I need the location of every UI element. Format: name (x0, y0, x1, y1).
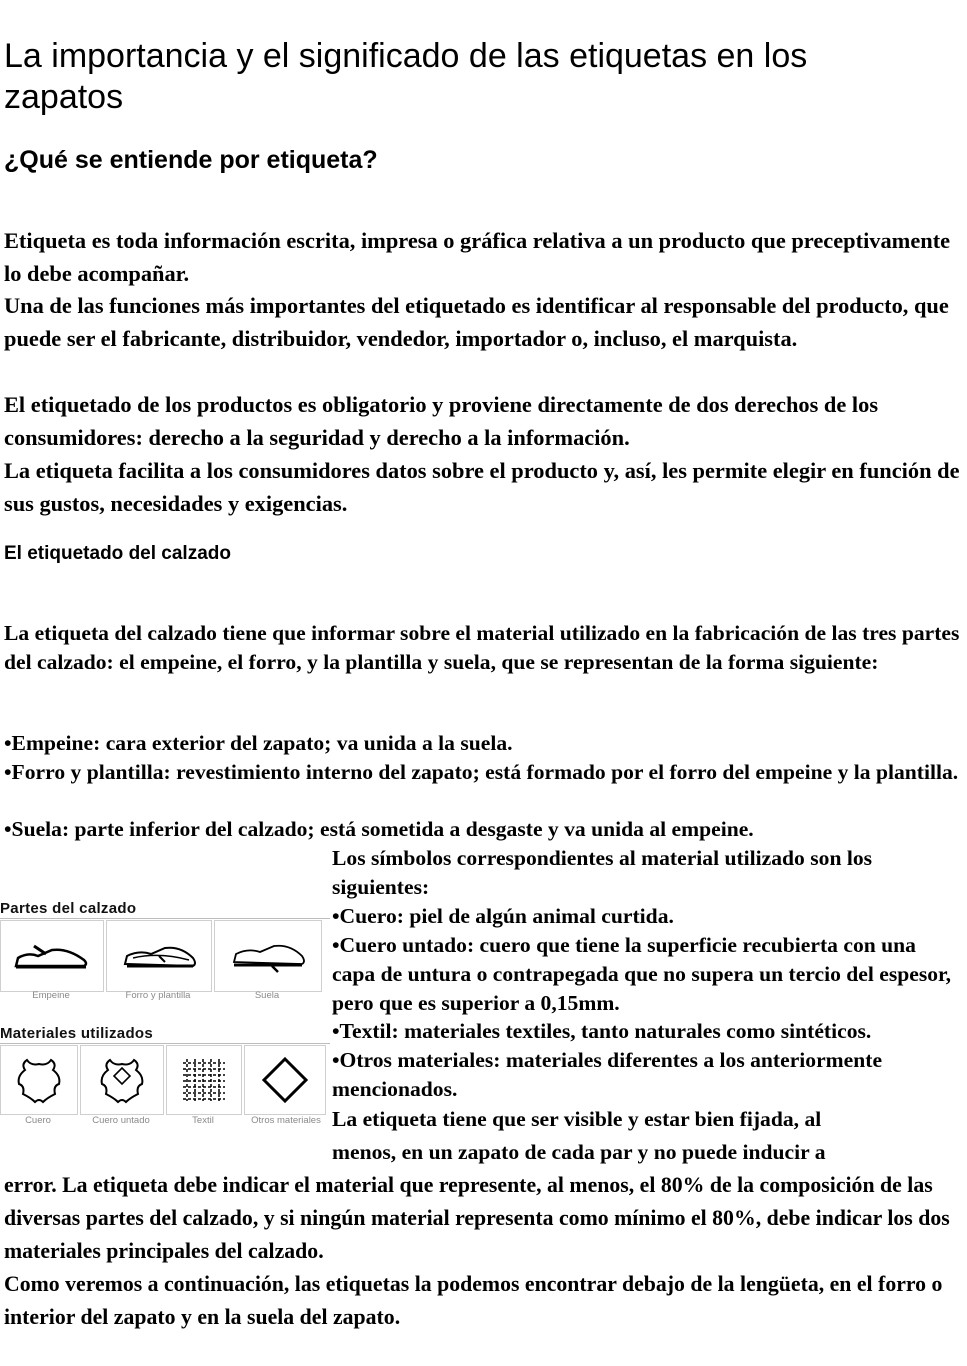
parts-list-item: •Suela: parte inferior del calzado; está sometida a desgaste y va unida al empeine. (4, 817, 754, 841)
material-cell-otros (244, 1045, 326, 1115)
material-caption: Textil (192, 1115, 214, 1126)
symbols-intro: Los símbolos correspondientes al material utilizado son los siguientes: (332, 846, 873, 899)
closing-line: La etiqueta tiene que ser visible y estar bien fijada, al (332, 1107, 822, 1131)
materials-list-item: •Cuero: piel de algún animal curtida. (332, 904, 674, 928)
page-title: La importancia y el significado de las etiquetas en los zapatos (4, 37, 808, 116)
material-caption: Cuero (25, 1115, 51, 1126)
parts-list-item: •Forro y plantilla: revestimiento interno del zapato; está formado por el forro del empeine y la plantilla. (4, 760, 959, 784)
material-caption: Otros materiales (251, 1115, 321, 1126)
coated-leather-icon (96, 1056, 148, 1104)
textile-weave-icon (179, 1057, 229, 1103)
subheading: El etiquetado del calzado (4, 543, 231, 564)
body-intro-paragraph: La etiqueta del calzado tiene que informar sobre el material utilizado en la fabricación de las tres partes del calzado: el empeine, el forro, y la plantilla y suela, que se representan de la forma siguiente: (4, 621, 960, 674)
part-caption: Forro y plantilla (125, 990, 191, 1001)
labeling-symbols-figure (0, 898, 330, 1130)
shoe-upper-icon (12, 936, 92, 976)
parts-title: Partes del calzado (0, 900, 137, 917)
part-cell-empeine (0, 920, 104, 992)
divider (0, 918, 330, 919)
part-caption: Suela (254, 990, 280, 1001)
shoe-lining-icon (119, 936, 199, 976)
section-heading: ¿Qué se entiende por etiqueta? (4, 146, 378, 174)
other-materials-diamond-icon (261, 1056, 309, 1104)
intro-paragraph: La etiqueta facilita a los consumidores datos sobre el producto y, así, les permite elegir en función de sus gustos, necesidades y exigencias. (4, 458, 960, 516)
part-cell-suela (214, 920, 322, 992)
intro-paragraph: Una de las funciones más importantes del etiquetado es identificar al responsable del producto, que puede ser el fabricante, distribuidor, vendedor, importador o, incluso, el marquista. (4, 293, 949, 351)
closing-line: menos, en un zapato de cada par y no puede inducir a (332, 1140, 826, 1164)
divider (0, 1043, 330, 1044)
part-caption: Empeine (32, 990, 70, 1001)
shoe-sole-icon (228, 936, 308, 976)
intro-paragraph: Etiqueta es toda información escrita, impresa o gráfica relativa a un producto que preceptivamente lo debe acompañar. (4, 228, 951, 286)
closing-paragraph: error. La etiqueta debe indicar el material que represente, al menos, el 80% de la composición de las diversas partes del calzado, y si ningún material representa como mínimo el 80%, debe indicar los dos materiales principales del calzado. (4, 1173, 950, 1263)
intro-paragraph: El etiquetado de los productos es obligatorio y proviene directamente de dos derechos de los consumidores: derecho a la seguridad y derecho a la información. (4, 392, 879, 450)
leather-hide-icon (13, 1056, 65, 1104)
part-cell-forro (106, 920, 212, 992)
parts-list-item: •Empeine: cara exterior del zapato; va unida a la suela. (4, 731, 513, 755)
materials-list-item: •Cuero untado: cuero que tiene la superficie recubierta con una capa de untura o contrapegada que no supera un tercio del espesor, pero que es superior a 0,15mm. (332, 933, 952, 1015)
material-cell-textil (166, 1045, 242, 1115)
material-cell-cuero (0, 1045, 78, 1115)
closing-paragraph: Como veremos a continuación, las etiquetas la podemos encontrar debajo de la lengüeta, en el forro o interior del zapato y en la suela del zapato. (4, 1272, 943, 1329)
materials-title: Materiales utilizados (0, 1025, 154, 1042)
materials-list-item: •Otros materiales: materiales diferentes a los anteriormente mencionados. (332, 1048, 883, 1101)
material-cell-cuero-untado (80, 1045, 164, 1115)
material-caption: Cuero untado (92, 1115, 150, 1126)
materials-list-item: •Textil: materiales textiles, tanto naturales como sintéticos. (332, 1019, 872, 1043)
